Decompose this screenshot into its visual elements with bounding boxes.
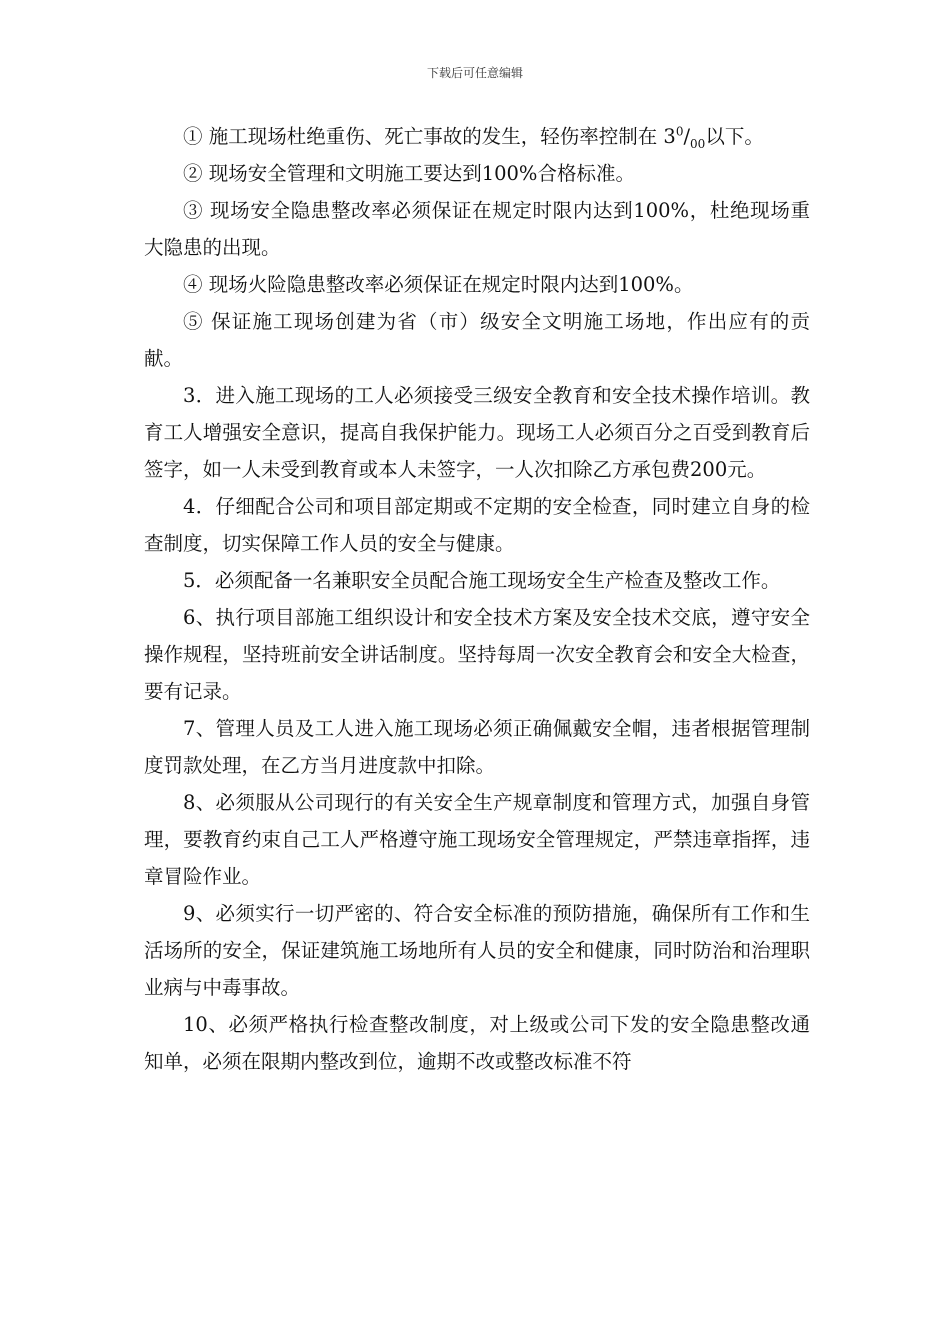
goal-1-suffix: 以下。 [705,125,764,148]
permille-numerator: 0 [675,124,684,139]
paragraph-item-6: 6、执行项目部施工组织设计和安全技术方案及安全技术交底，遵守安全操作规程，坚持班前安全讲话制度。坚持每周一次安全教育会和安全大检查，要有记录。 [144,606,810,703]
goal-1-text: ① 施工现场杜绝重伤、死亡事故的发生，轻伤率控制在 3 [183,125,676,148]
document-body [144,118,810,1080]
paragraph-item-3: 3．进入施工现场的工人必须接受三级安全教育和安全技术操作培训。教育工人增强安全意识，提高自我保护能力。现场工人必须百分之百受到教育后签字，如一人未受到教育或本人未签字，一人次扣除乙方承包费200元。 [144,384,810,481]
page-header: 下载后可任意编辑 [426,66,523,80]
paragraph-item-5: 5．必须配备一名兼职安全员配合施工现场安全生产检查及整改工作。 [183,569,781,592]
paragraph-goal-3: ③ 现场安全隐患整改率必须保证在规定时限内达到100%，杜绝现场重大隐患的出现。 [144,199,810,259]
paragraph-item-4: 4．仔细配合公司和项目部定期或不定期的安全检查，同时建立自身的检查制度，切实保障工作人员的安全与健康。 [144,495,810,555]
paragraph-goal-2: ② 现场安全管理和文明施工要达到100%合格标准。 [183,162,635,185]
paragraph-goal-4: ④ 现场火险隐患整改率必须保证在规定时限内达到100%。 [183,273,694,296]
permille-slash: / [683,125,691,148]
paragraph-item-7: 7、管理人员及工人进入施工现场必须正确佩戴安全帽，违者根据管理制度罚款处理，在乙方当月进度款中扣除。 [144,717,810,777]
paragraph-goal-1 [144,118,810,155]
permille-denominator: 00 [690,136,706,151]
paragraph-item-8: 8、必须服从公司现行的有关安全生产规章制度和管理方式，加强自身管理，要教育约束自己工人严格遵守施工现场安全管理规定，严禁违章指挥，违章冒险作业。 [144,791,810,888]
paragraph-item-9: 9、必须实行一切严密的、符合安全标准的预防措施，确保所有工作和生活场所的安全，保证建筑施工场地所有人员的安全和健康，同时防治和治理职业病与中毒事故。 [144,902,810,999]
paragraph-item-10: 10、必须严格执行检查整改制度，对上级或公司下发的安全隐患整改通知单，必须在限期内整改到位，逾期不改或整改标准不符 [144,1013,810,1073]
paragraph-goal-5: ⑤ 保证施工现场创建为省（市）级安全文明施工场地，作出应有的贡献。 [144,310,810,370]
